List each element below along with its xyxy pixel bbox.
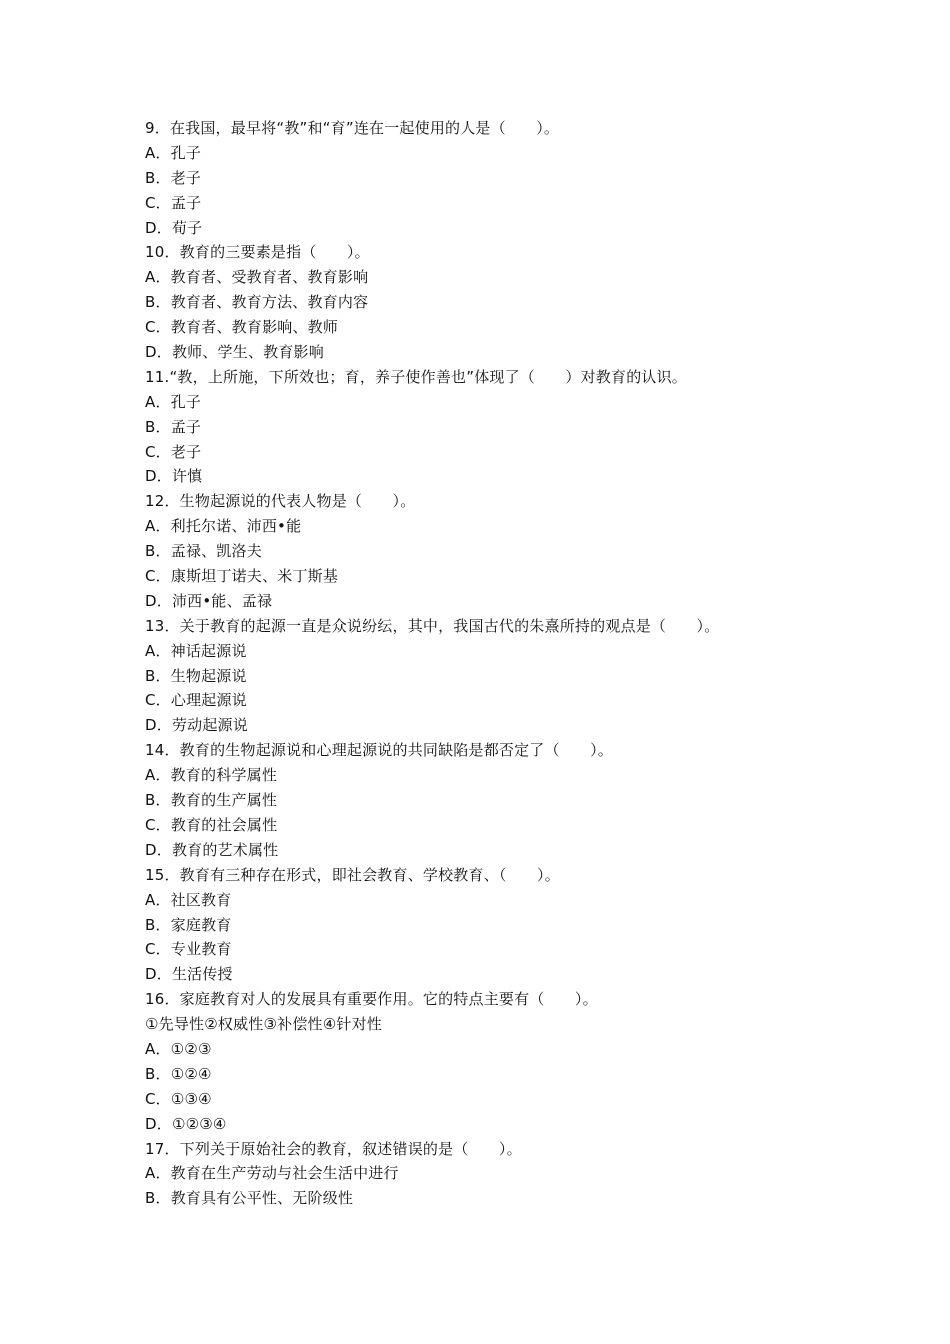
q13-option-d: D．劳动起源说: [145, 716, 248, 735]
q9-option-d: D．荀子: [145, 218, 203, 237]
q12-option-a: A．利托尔诺、沛西•能: [145, 517, 302, 536]
q16-statements: ①先导性②权威性③补偿性④针对性: [145, 1015, 382, 1034]
q15-option-a: A．社区教育: [145, 890, 232, 909]
question-13: 13．关于教育的起源一直是众说纷纭，其中，我国古代的朱熹所持的观点是（ ）。: [145, 616, 720, 635]
q14-option-b: B．教育的生产属性: [145, 791, 278, 810]
q14-option-a: A．教育的科学属性: [145, 766, 278, 785]
q16-option-c: C．①③④: [145, 1089, 212, 1108]
q11-option-a: A．孔子: [145, 392, 202, 411]
q12-option-d: D．沛西•能、孟禄: [145, 591, 273, 610]
q13-option-b: B．生物起源说: [145, 666, 247, 685]
question-11: 11.“教，上所施，下所效也；育，养子使作善也”体现了（ ）对教育的认识。: [145, 367, 688, 386]
q17-option-a: A．教育在生产劳动与社会生活中进行: [145, 1164, 399, 1183]
q14-option-d: D．教育的艺术属性: [145, 840, 279, 859]
q14-option-c: C．教育的社会属性: [145, 815, 278, 834]
question-17: 17．下列关于原始社会的教育，叙述错误的是（ ）。: [145, 1139, 522, 1158]
q11-option-b: B．孟子: [145, 417, 202, 436]
q12-option-b: B．孟禄、凯洛夫: [145, 542, 262, 561]
q9-option-a: A．孔子: [145, 143, 202, 162]
question-15: 15．教育有三种存在形式，即社会教育、学校教育、（ ）。: [145, 865, 560, 884]
q16-option-a: A．①②③: [145, 1039, 212, 1058]
q10-option-a: A．教育者、受教育者、教育影响: [145, 268, 369, 287]
q10-option-b: B．教育者、教育方法、教育内容: [145, 293, 369, 312]
question-10: 10．教育的三要素是指（ ）。: [145, 243, 370, 262]
q16-option-b: B．①②④: [145, 1064, 212, 1083]
q16-option-d: D．①②③④: [145, 1114, 227, 1133]
q15-option-d: D．生活传授: [145, 965, 233, 984]
question-12: 12．生物起源说的代表人物是（ ）。: [145, 492, 416, 511]
q15-option-c: C．专业教育: [145, 940, 232, 959]
q15-option-b: B．家庭教育: [145, 915, 232, 934]
q10-option-c: C．教育者、教育影响、教师: [145, 318, 339, 337]
q17-option-b: B．教育具有公平性、无阶级性: [145, 1189, 354, 1208]
question-list: [145, 116, 845, 1211]
question-14: 14．教育的生物起源说和心理起源说的共同缺陷是都否定了（ ）。: [145, 741, 613, 760]
question-16: 16．家庭教育对人的发展具有重要作用。它的特点主要有（ ）。: [145, 990, 598, 1009]
question-9: 9．在我国，最早将“教”和“育”连在一起使用的人是（ ）。: [145, 119, 560, 137]
q10-option-d: D．教师、学生、教育影响: [145, 343, 324, 362]
q11-option-c: C．老子: [145, 442, 202, 461]
q9-option-b: B．老子: [145, 168, 202, 187]
q12-option-c: C．康斯坦丁诺夫、米丁斯基: [145, 567, 339, 586]
q13-option-a: A．神话起源说: [145, 641, 247, 660]
q13-option-c: C．心理起源说: [145, 691, 247, 710]
q9-option-c: C．孟子: [145, 193, 202, 212]
q11-option-d: D．许慎: [145, 467, 203, 486]
